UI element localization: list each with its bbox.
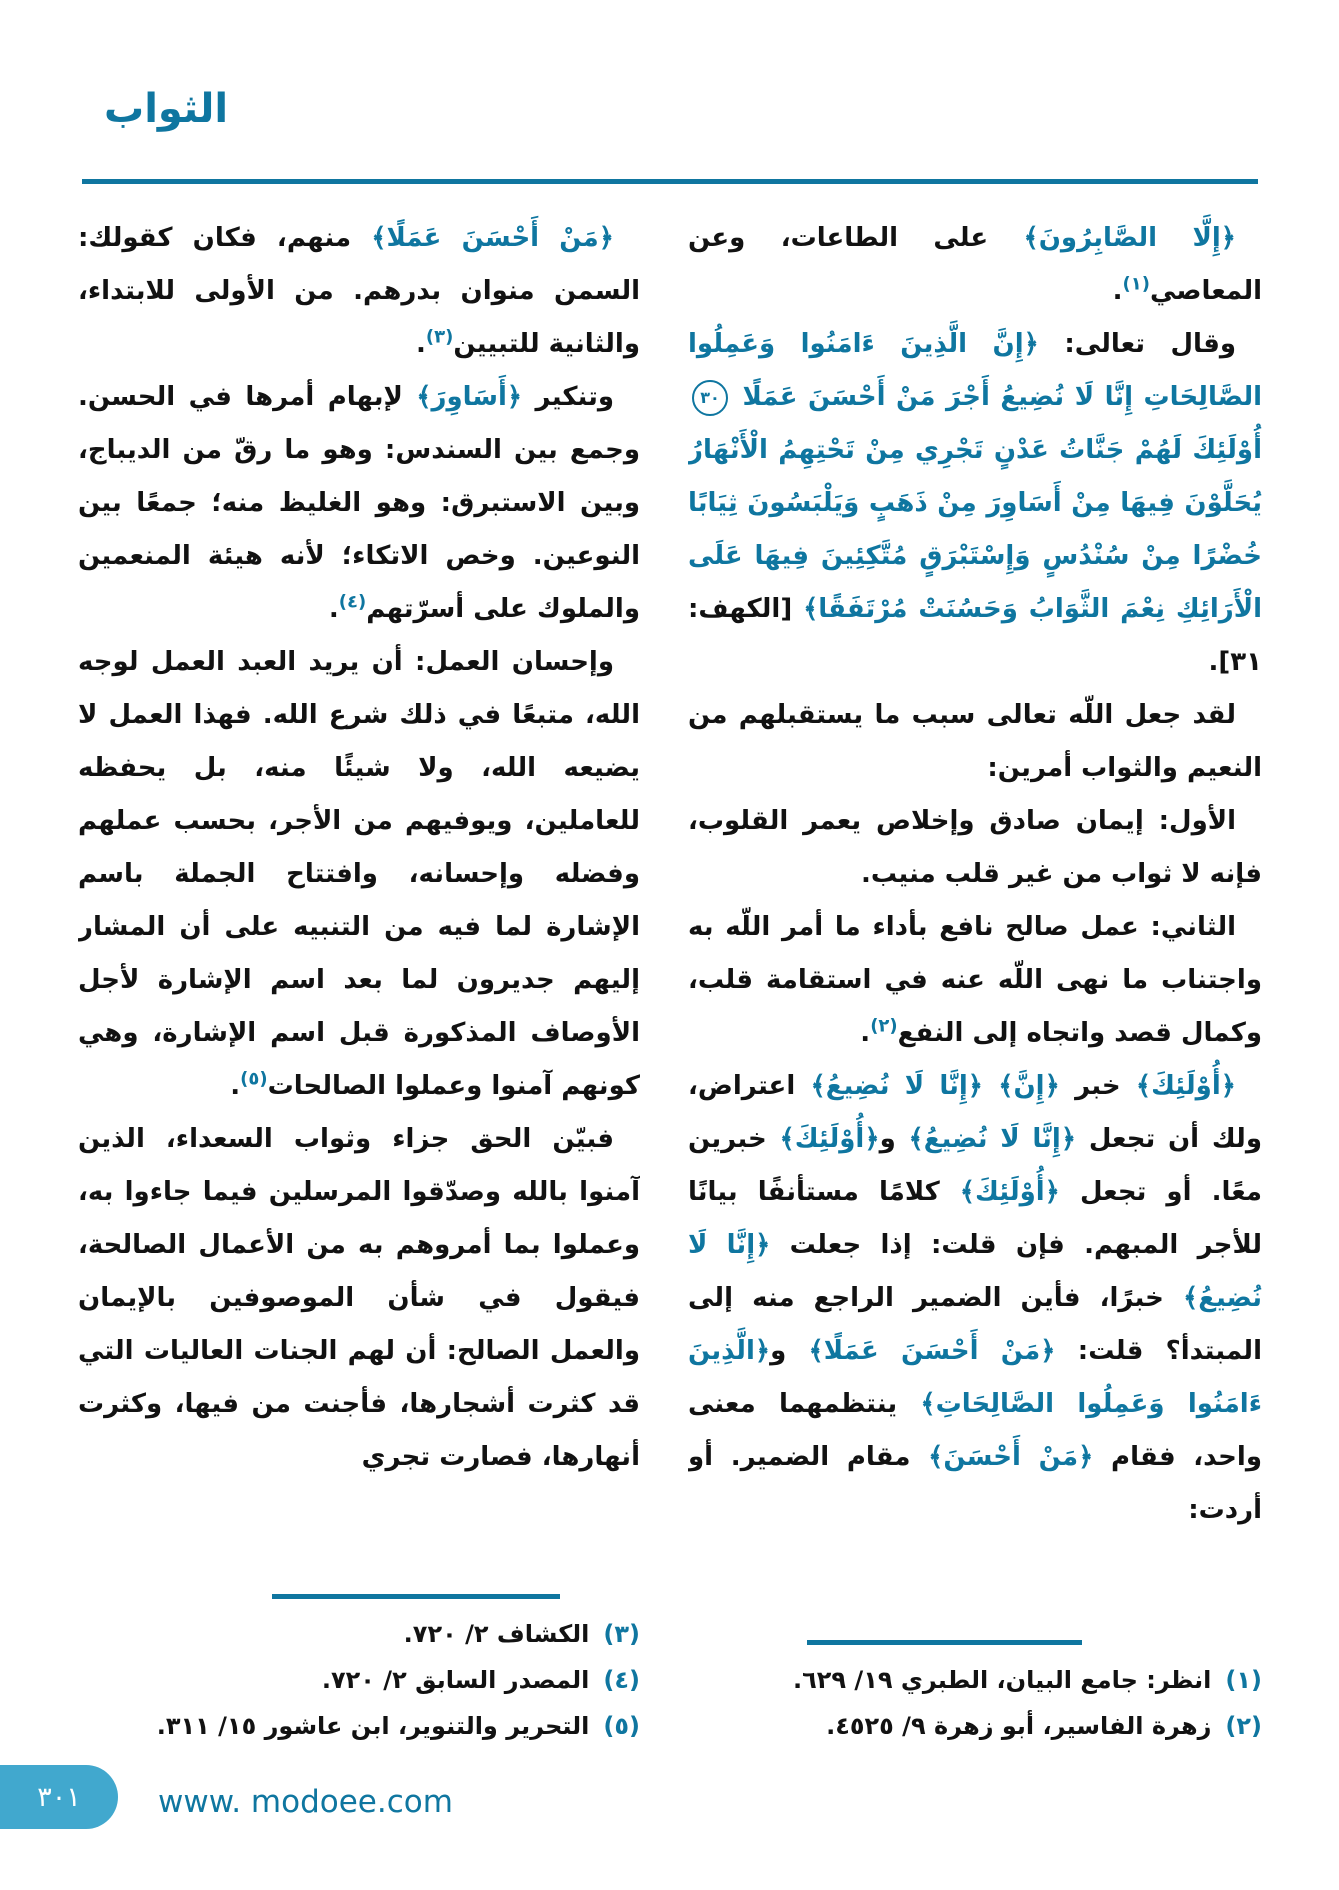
footnote-line bbox=[78, 1657, 640, 1703]
footnote-ref: (٥) bbox=[240, 1068, 268, 1090]
footnote-line bbox=[688, 1703, 1262, 1749]
body-text: فبيّن الحق جزاء وثواب السعداء، الذين آمنوا بالله وصدّقوا المرسلين فيما جاءوا به، وعملوا بما أمروهم به من الأعمال الصالحة، فيقول في شأن الموصوفين بالإيمان والعمل الصالح: أن لهم الجنات العاليات التي قد كثرت أشجارها، فأجنت من فيها، وكثرت أنهارها، فصارت تجري bbox=[78, 1124, 640, 1472]
paragraph bbox=[688, 795, 1262, 901]
footnote-number: (٥) bbox=[603, 1712, 640, 1740]
footnote-line bbox=[688, 1657, 1262, 1703]
quran-quote: ﴿إِنَّا لَا نُضِيعُ﴾ bbox=[908, 1124, 1077, 1154]
paragraph bbox=[688, 1060, 1262, 1537]
footnote-ref: (٤) bbox=[338, 591, 367, 613]
quran-quote: ﴿إِلَّا الصَّابِرُونَ﴾ bbox=[1023, 223, 1236, 253]
paragraph bbox=[688, 689, 1262, 795]
quran-quote: أُوْلَئِكَ لَهُمْ جَنَّاتُ عَدْنٍ تَجْرِي مِنْ تَحْتِهِمُ الْأَنْهَارُ يُحَلَّوْنَ فِيهَا مِنْ أَسَاوِرَ مِنْ ذَهَبٍ وَيَلْبَسُونَ ثِيَابًا خُضْرًا مِنْ سُنْدُسٍ وَإِسْتَبْرَقٍ مُتَّكِئِينَ فِيهَا عَلَى الْأَرَائِكِ نِعْمَ الثَّوَابُ وَحَسُنَتْ مُرْتَفَقًا﴾ bbox=[688, 435, 1262, 624]
footnote-text: التحرير والتنوير، ابن عاشور ١٥/ ٣١١. bbox=[156, 1712, 590, 1740]
body-text: الأول: إيمان صادق وإخلاص يعمر القلوب، فإنه لا ثواب من غير قلب منيب. bbox=[688, 806, 1262, 889]
header-rule bbox=[82, 179, 1258, 184]
text-column-left bbox=[78, 212, 640, 1590]
footnote-text: المصدر السابق ٢/ ٧٢٠. bbox=[321, 1666, 590, 1694]
text-column-right bbox=[688, 212, 1262, 1636]
body-text bbox=[983, 1071, 998, 1101]
paragraph bbox=[688, 318, 1262, 689]
quran-quote: ﴿أُوْلَئِكَ﴾ bbox=[1135, 1071, 1236, 1101]
page-number: ٣٠١ bbox=[37, 1781, 81, 1813]
body-text: على الطاعات، وعن المعاصي bbox=[688, 223, 1262, 306]
quran-quote: ﴿إِنَّا لَا نُضِيعُ﴾ bbox=[688, 1230, 1262, 1313]
body-text: [الكهف: ٣١]. bbox=[688, 594, 1262, 677]
footnote-separator bbox=[807, 1640, 1082, 1645]
page-title: الثواب bbox=[104, 86, 229, 132]
body-text: و bbox=[879, 1124, 909, 1154]
page-number-badge bbox=[0, 1765, 118, 1829]
body-text: . bbox=[328, 594, 339, 624]
body-text: وقال تعالى: bbox=[1038, 329, 1237, 359]
footnote-text: الكشاف ٢/ ٧٢٠. bbox=[403, 1620, 590, 1648]
quran-quote: ﴿إِنَّا لَا نُضِيعُ﴾ bbox=[810, 1071, 983, 1101]
body-text: مقام الضمير. أو أردت: bbox=[688, 1442, 1262, 1525]
paragraph bbox=[688, 901, 1262, 1060]
body-text: . bbox=[1112, 276, 1123, 306]
footnote-number: (١) bbox=[1225, 1666, 1262, 1694]
paragraph bbox=[78, 212, 640, 371]
quran-quote: ﴿إِنَّ﴾ bbox=[998, 1071, 1060, 1101]
footnote-line bbox=[78, 1703, 640, 1749]
quran-quote: ﴿إِنَّ الَّذِينَ ءَامَنُوا وَعَمِلُوا الصَّالِحَاتِ إِنَّا لَا نُضِيعُ أَجْرَ مَنْ أَحْسَنَ عَمَلًا bbox=[688, 329, 1262, 412]
quran-quote: ﴿أُوْلَئِكَ﴾ bbox=[779, 1124, 880, 1154]
body-text: خبرين معًا. أو تجعل bbox=[688, 1124, 1262, 1207]
footnote-number: (٣) bbox=[603, 1620, 640, 1648]
quran-quote: ﴿مَنْ أَحْسَنَ عَمَلًا﴾ bbox=[371, 223, 614, 253]
verse-number-ornament: ٣٠ bbox=[692, 380, 728, 416]
body-text: وتنكير bbox=[522, 382, 614, 412]
footnotes-right bbox=[688, 1640, 1262, 1749]
quran-quote: ﴿مَنْ أَحْسَنَ عَمَلًا﴾ bbox=[808, 1336, 1056, 1366]
footnote-number: (٤) bbox=[603, 1666, 640, 1694]
body-text: منهم، فكان كقولك: السمن منوان بدرهم. من الأولى للابتداء، والثانية للتبيين bbox=[78, 223, 640, 359]
footnotes-left bbox=[78, 1594, 640, 1749]
website-url: www. modoee.com bbox=[158, 1784, 453, 1820]
body-text: ينتظمهما معنى واحد، فقام bbox=[688, 1389, 1262, 1472]
footnote-line bbox=[78, 1611, 640, 1657]
paragraph bbox=[688, 212, 1262, 318]
body-text: . bbox=[860, 1018, 871, 1048]
paragraph bbox=[78, 371, 640, 636]
quran-quote: ﴿أَسَاوِرَ﴾ bbox=[416, 382, 523, 412]
body-text: وإحسان العمل: أن يريد العبد العمل لوجه الله، متبعًا في ذلك شرع الله. فهذا العمل لا يضيعه الله، ولا شيئًا منه، بل يحفظه للعاملين، ويوفيهم من الأجر، بحسب عملهم وفضله وإحسانه، وافتتاح الجملة باسم الإشارة لما فيه من التنبيه على أن المشار إليهم جديرون لما بعد اسم الإشارة لأجل الأوصاف المذكورة قبل اسم الإشارة، وهي كونهم آمنوا وعملوا الصالحات bbox=[78, 647, 640, 1101]
body-text: و bbox=[770, 1336, 809, 1366]
quran-quote: ﴿أُوْلَئِكَ﴾ bbox=[959, 1177, 1060, 1207]
footnote-ref: (٢) bbox=[870, 1015, 898, 1037]
footnote-number: (٢) bbox=[1225, 1712, 1262, 1740]
footnote-separator bbox=[272, 1594, 560, 1599]
body-text: . bbox=[230, 1071, 241, 1101]
footnote-ref: (٣) bbox=[425, 326, 454, 348]
footnote-text: زهرة الفاسير، أبو زهرة ٩/ ٤٥٢٥. bbox=[826, 1712, 1212, 1740]
body-text: . bbox=[416, 329, 426, 359]
quran-quote: ﴿مَنْ أَحْسَنَ﴾ bbox=[928, 1442, 1094, 1472]
body-text: الثاني: عمل صالح نافع بأداء ما أمر اللّه به واجتناب ما نهى اللّه عنه في استقامة قلب، وكمال قصد واتجاه إلى النفع bbox=[688, 912, 1262, 1048]
body-text: لإبهام أمرها في الحسن. وجمع بين السندس: وهو ما رقّ من الديباج، وبين الاستبرق: وهو الغليظ منه؛ جمعًا بين النوعين. وخص الاتكاء؛ لأنه هيئة المنعمين والملوك على أسرّتهم bbox=[78, 382, 640, 624]
body-text: لقد جعل اللّه تعالى سبب ما يستقبلهم من النعيم والثواب أمرين: bbox=[688, 700, 1262, 783]
body-text: كلامًا مستأنفًا بيانًا للأجر المبهم. فإن قلت: إذا جعلت bbox=[688, 1177, 1262, 1260]
footnote-ref: (١) bbox=[1122, 273, 1151, 295]
paragraph bbox=[78, 1113, 640, 1484]
body-text: خبر bbox=[1059, 1071, 1136, 1101]
body-text: خبرًا، فأين الضمير الراجع منه إلى المبتدأ؟ قلت: bbox=[688, 1283, 1262, 1366]
body-text: اعتراض، ولك أن تجعل bbox=[688, 1071, 1262, 1154]
quran-quote: ﴿الَّذِينَ ءَامَنُوا وَعَمِلُوا الصَّالِحَاتِ﴾ bbox=[688, 1336, 1262, 1419]
paragraph bbox=[78, 636, 640, 1113]
footnote-text: انظر: جامع البيان، الطبري ١٩/ ٦٢٩. bbox=[792, 1666, 1212, 1694]
